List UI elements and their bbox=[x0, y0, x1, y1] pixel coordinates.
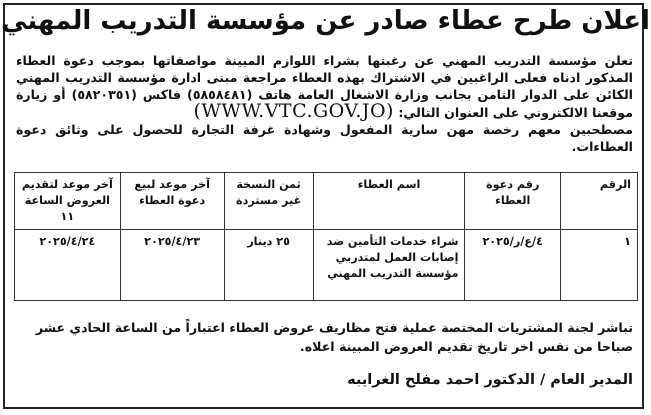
closing-paragraph: تباشر لجنة المشتريات المختصة عملية فتح مظاريف عروض العطاء اعتباراً من الساعة الحادي عشر صباحا من نفس اخر تاريخ تقديم العروض المبينة اعلاه. bbox=[35, 320, 633, 354]
table-row bbox=[15, 230, 638, 301]
cell-price: ٢٥ دينار bbox=[224, 230, 313, 301]
header-sale-deadline: آخر موعد لبيع دعوة العطاء bbox=[120, 173, 224, 230]
bids-table bbox=[14, 172, 638, 301]
intro-requirements: مصطحبين معهم رخصة مهن سارية المفعول وشهادة غرفة التجارة للحصول على وثائق دعوة العطاءات. bbox=[16, 122, 633, 154]
announcement-intro bbox=[16, 52, 633, 155]
website-address: (WWW.VTC.GOV.JO) bbox=[193, 100, 394, 122]
signature: المدير العام / الدكتور احمد مفلح الغرايبه bbox=[347, 372, 633, 388]
cell-number: ١ bbox=[560, 230, 637, 301]
header-bid-name: اسم العطاء bbox=[313, 173, 465, 230]
cell-bid-name: شراء خدمات التأمين ضد إصابات العمل لمتدربي مؤسسة التدريب المهني bbox=[313, 230, 465, 301]
announcement-title: اعلان طرح عطاء صادر عن مؤسسة التدريب المهني bbox=[1, 6, 650, 36]
intro-text: تعلن مؤسسة التدريب المهني عن رغبتها بشراء اللوازم المبينة مواصفاتها بموجب دعوة العطاء المذكور ادناه فعلى الراغبين في الاشتراك بهذه العطاء مراجعة مبنى ادارة مؤسسة التدريب المهني الكائن على الدوار الثامن بجانب وزارة الاشغال العامة هاتف (٥٨٥٨٤٨١) فاكس (٥٨٢٠٣٥١) أو زيارة موقعنا الالكتروني على العنوان التالي: bbox=[16, 53, 633, 120]
table-header-row bbox=[15, 173, 638, 230]
header-submission-deadline: آخر موعد لتقديم العروض الساعة ١١ bbox=[15, 173, 121, 230]
header-bid-ref: رقم دعوة العطاء bbox=[465, 173, 560, 230]
header-number: الرقم bbox=[560, 173, 637, 230]
header-price: ثمن النسخة غير مستردة bbox=[224, 173, 313, 230]
cell-submission-deadline: ٢٠٢٥/٤/٢٤ bbox=[15, 230, 121, 301]
cell-bid-ref: ٤/ع/ر/٢٠٢٥ bbox=[465, 230, 560, 301]
cell-sale-deadline: ٢٠٢٥/٤/٢٣ bbox=[120, 230, 224, 301]
